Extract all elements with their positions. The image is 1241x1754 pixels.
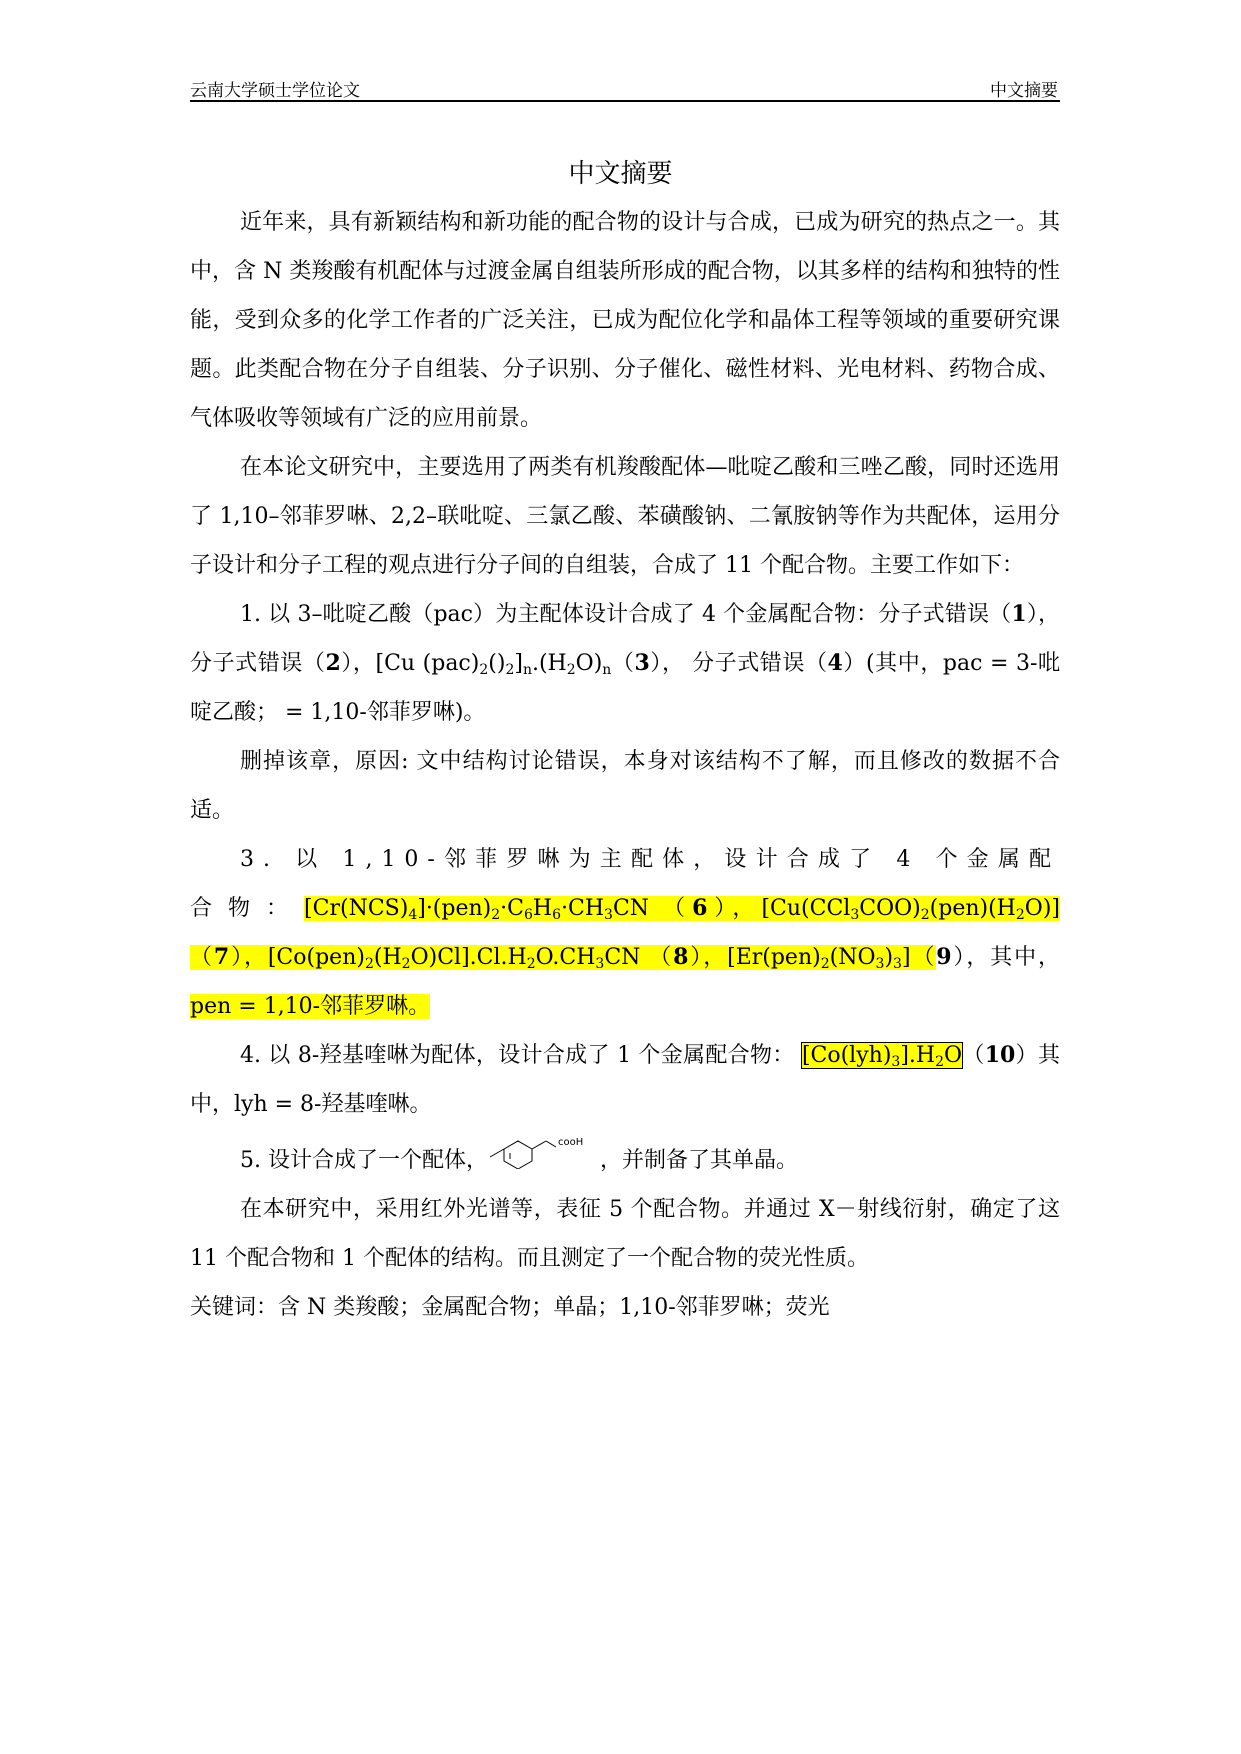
abstract-title: 中文摘要 bbox=[568, 159, 673, 189]
keywords-label: 关键词： bbox=[190, 1295, 279, 1320]
keywords-line bbox=[190, 1283, 1060, 1332]
struct-group-label: cooH bbox=[557, 1137, 584, 1148]
formula-10: $[Co(lyh)_3].H_2O$ bbox=[801, 1043, 963, 1070]
pen-definition: pen = 1,10-邻菲罗啉。 bbox=[190, 994, 431, 1019]
paragraph-research: 在本论文研究中，主要选用了两类有机羧酸配体—吡啶乙酸和三唑乙酸，同时还选用了 1,10–邻菲罗啉、2,2–联吡啶、三氯乙酸、苯磺酸钠、二氰胺钠等作为共配体，运用分子设计和分子工程的观点进行分子间的自组装，合成了 11 个配合物。主要工作如下： bbox=[190, 455, 1060, 578]
paragraph-characterization: 在本研究中，采用红外光谱等，表征 5 个配合物。并通过 X－射线衍射，确定了这 11 个配合物和 1 个配体的结构。而且测定了一个配合物的荧光性质。 bbox=[190, 1197, 1060, 1271]
item-3: 3. 以 1,10-邻菲罗啉为主配体，设计合成了 4 个金属配合物：$[Cr(NCS)_4]\cdot(pen)_2\cdot C_6H_6\cdot CH_3CN$ （6），$[Cu(CCl_3COO)_2(pen)(H_2O)]$ （7），$[Co(pen)_2(H_2O)Cl].Cl.H_2O.CH_3CN$ （8），$[Er(pen)_2(NO_3)_3](9)$，其中，pen = 1,10-邻菲罗啉。 bbox=[190, 847, 1060, 1019]
formula-3: [Cu $(pac)_2()_2]_n.(H_2O)_n$ bbox=[375, 651, 612, 678]
abstract-body bbox=[190, 198, 1060, 1332]
header-section-title: 中文摘要 bbox=[990, 81, 1058, 101]
formula-7: $[Cu(CCl_3COO)_2(pen)(H_2O)]$ （7）， bbox=[190, 896, 1060, 970]
page-header bbox=[190, 76, 1060, 102]
formula-9: $[Er(pen)_2(NO_3)_3]$（ bbox=[727, 945, 937, 972]
item-5: 5. 设计合成了一个配体， cooH ，并制备了其单晶。 bbox=[190, 1129, 1060, 1185]
formula-6: $[Cr(NCS)_4]\cdot(pen)_2\cdot C_6H_6\cdot CH_3CN$ （6）， bbox=[304, 895, 762, 923]
header-thesis-title: 云南大学硕士学位论文 bbox=[190, 81, 360, 101]
paragraph-delete-note: 删掉该章，原因: 文中结构讨论错误，本身对该结构不了解，而且修改的数据不合适。 bbox=[190, 749, 1060, 823]
item-4: 4. 以 8-羟基喹啉为配体，设计合成了 1 个金属配合物： $[Co(lyh)_3].H_2O(10)$其中，lyh = 8-羟基喹啉。 bbox=[190, 1042, 1060, 1117]
formula-8: $[Co(pen)_2(H_2O)Cl].Cl.H_2O.CH_3CN$ （8）， bbox=[267, 944, 728, 972]
item-1: 1. 以 3–吡啶乙酸（pac）为主配体设计合成了 4 个金属配合物：分子式错误（1），分子式错误（2），[Cu $(pac)_2()_2]_n.(H_2O)_n(3)$， 分子式错误（4）(其中，pac = 3-吡啶乙酸； = 1,10-邻菲罗啉)。 bbox=[190, 601, 1060, 725]
paragraph-intro: 近年来，具有新颖结构和新功能的配合物的设计与合成，已成为研究的热点之一。其中，含 N 类羧酸有机配体与过渡金属自组装所形成的配合物，以其多样的结构和独特的性能，受到众多的化学工作者的广泛关注，已成为配位化学和晶体工程等领域的重要研究课题。此类配合物在分子自组装、分子识别、分子催化、磁性材料、光电材料、药物合成、气体吸收等领域有广泛的应用前景。 bbox=[190, 210, 1060, 431]
keywords-text: 含 N 类羧酸；金属配合物；单晶；1,10-邻菲罗啉；荧光 bbox=[278, 1295, 830, 1320]
ligand-structure-diagram bbox=[488, 1129, 600, 1169]
